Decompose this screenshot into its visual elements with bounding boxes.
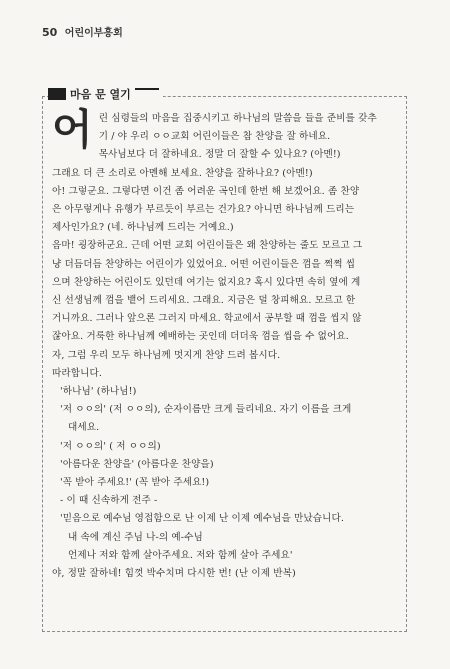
text-line: 따라합니다.: [52, 367, 102, 379]
heading-rule: [135, 88, 159, 100]
text-line: 으며 찬양하는 어린이도 있던데 여기는 없지요? 혹시 있다면 속히 옆에 계: [52, 276, 361, 288]
text-line: 아! 그렇군요. 그렇다면 이건 좀 어려운 곡인데 한번 해 보겠어요. 좀 찬양: [52, 185, 360, 197]
heading-chip: [48, 88, 66, 100]
text-line: '저 ㅇㅇ의' (저 ㅇㅇ의), 순자이름만 크게 들리네요. 자기 이름을 크게: [60, 404, 352, 416]
text-line: 린 심령들의 마음을 집중시키고 하나님의 말씀을 들을 준비를 갖추: [98, 113, 377, 124]
page-header: [42, 24, 123, 39]
text-line: '저 ㅇㅇ의' ( 저 ㅇㅇ의): [60, 440, 161, 452]
text-line: 제사인가요? (네. 하나님께 드리는 거예요.): [52, 222, 234, 234]
book-title: 어린이부흥회: [64, 28, 123, 39]
text-line: '믿음으로 예수님 영접함으로 난 이제 난 이제 예수님을 만났습니다.: [60, 513, 345, 525]
text-line: 목사님보다 더 잘하네요. 정말 더 잘할 수 있나요? (아멘!): [98, 149, 341, 161]
text-line: 내 속에 계신 주님 나-의 예-수님: [68, 531, 203, 543]
text-line: 음마! 굉장하군요. 근데 어떤 교회 어린이들은 왜 찬양하는 줄도 모르고 그: [52, 240, 363, 252]
drop-cap: 어: [52, 105, 93, 154]
text-line: 그래요 더 큰 소리로 아멘해 보세요. 찬양을 잘하나요? (아멘!): [52, 167, 313, 179]
text-line: 언제나 저와 함께 살아주세요. 저와 함께 살아 주세요': [68, 549, 293, 561]
section-heading-label: 마음 문 열기: [70, 88, 131, 101]
text-line: 거니까요. 그러나 앞으론 그러지 마세요. 학교에서 공부할 때 껌을 씹지 않: [52, 313, 362, 325]
text-line: 기 / 야 우리 ㅇㅇ교회 어린이들은 참 찬양을 잘 하네요.: [98, 131, 331, 143]
text-line: 잖아요. 거룩한 하나님께 예배하는 곳인데 더더욱 껌을 씹을 수 없어요.: [52, 331, 349, 343]
page-number: 50: [42, 26, 58, 39]
text-line: 야, 정말 잘하네! 힘껏 박수치며 다시한 번! (난 이제 반복): [52, 568, 296, 580]
text-line: '아름다운 찬양을' (아름다운 찬양을): [60, 458, 214, 470]
section-heading: [48, 86, 163, 102]
text-line: '꼭 받아 주세요!' (꼭 받아 주세요!): [60, 477, 210, 489]
text-line: 은 아무렇게나 유행가 부르듯이 부르는 건가요? 아니면 하나님께 드리는: [52, 204, 355, 216]
text-line: 자, 그럼 우리 모두 하나님께 멋지게 찬양 드려 봅시다.: [52, 349, 281, 361]
text-line: 냥 더듬더듬 찬양하는 어린이가 있었어요. 어떤 어린이들은 껌을 쩍쩍 씹: [52, 258, 356, 270]
body-text: [52, 105, 397, 583]
text-line: 대세요.: [68, 422, 100, 434]
text-line: - 이 때 신속하게 전주 -: [60, 495, 158, 507]
text-line: 신 선생님께 껌을 뱉어 드리세요. 그래요. 지금은 덜 창피해요. 모르고 한: [52, 295, 356, 307]
text-line: '하나님' (하나님!): [60, 386, 137, 398]
